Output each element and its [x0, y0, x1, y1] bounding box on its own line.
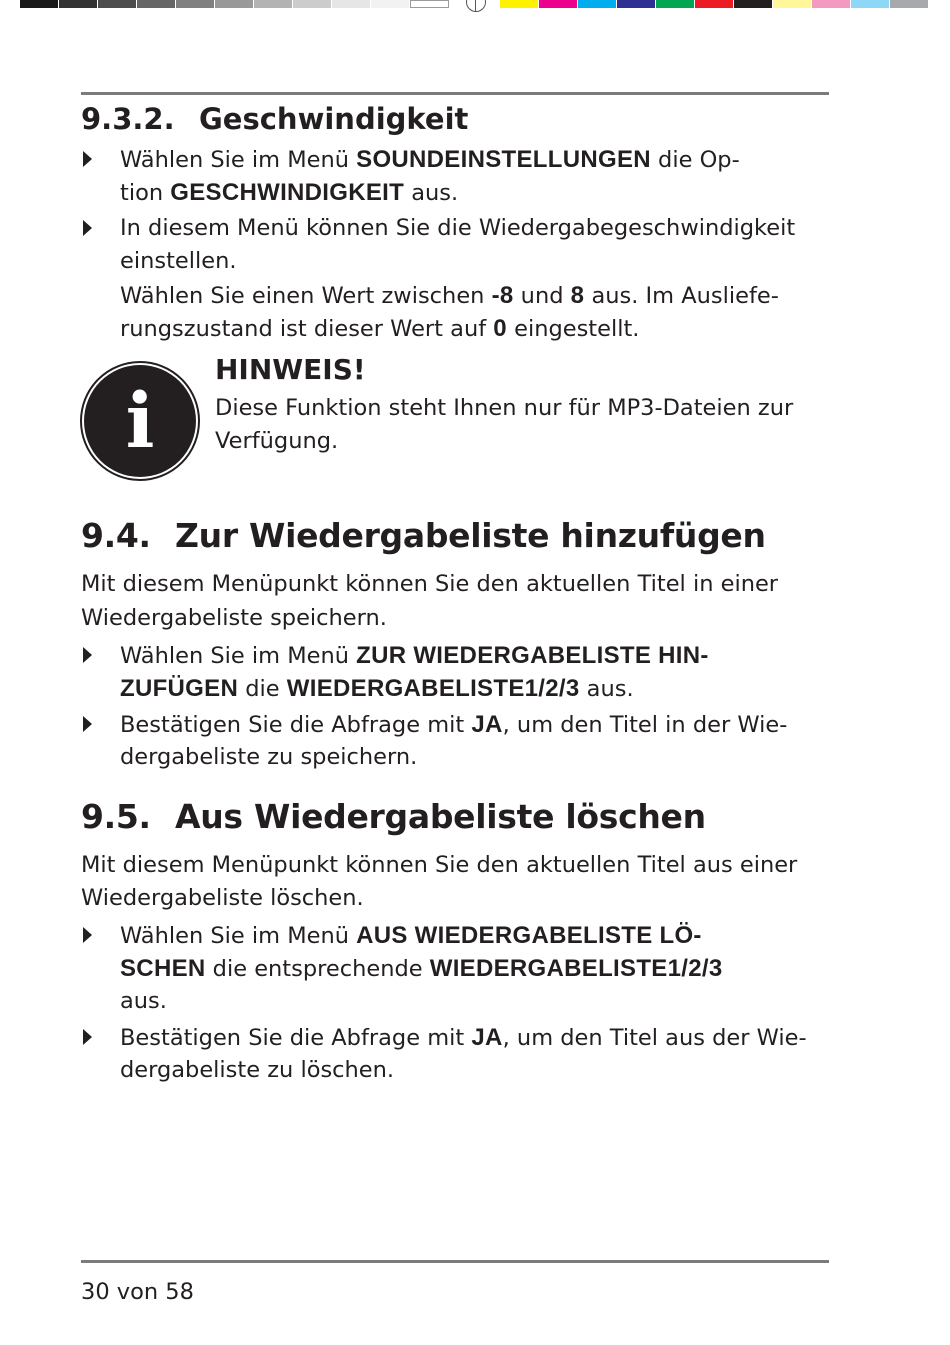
process-color-swatch: [773, 0, 812, 8]
text-run: Bestätigen Sie die Abfrage mit: [120, 1025, 472, 1051]
text-run: Wählen Sie im Menü: [120, 147, 357, 173]
text-run: die: [238, 676, 287, 702]
process-color-swatch: [890, 0, 929, 8]
text-line: dergabeliste zu löschen.: [120, 1057, 395, 1083]
menu-keyword: SCHEN: [120, 955, 206, 982]
text-run: aus. Im Ausliefe-: [584, 283, 779, 309]
grayscale-swatch: [332, 0, 371, 8]
bullet-arrow-icon: [83, 220, 92, 236]
color-calibration-bar: [500, 0, 929, 8]
bullet-arrow-icon: [83, 647, 92, 663]
process-color-swatch: [734, 0, 773, 8]
text-run: eingestellt.: [506, 316, 640, 342]
grayscale-swatch: [176, 0, 215, 8]
process-color-swatch: [578, 0, 617, 8]
text-line: [120, 919, 702, 953]
process-color-swatch: [539, 0, 578, 8]
section-9-5-heading: [81, 797, 706, 837]
text-run: aus.: [404, 180, 459, 206]
text-line: [120, 1021, 807, 1055]
section-9-3-2-heading: [81, 102, 468, 136]
section-number: 9.5.: [81, 797, 151, 836]
text-run: Bestätigen Sie die Abfrage mit: [120, 712, 472, 738]
menu-keyword: ZUR WIEDERGABELISTE HIN-: [356, 642, 709, 669]
text-line: [120, 312, 639, 346]
page-number: 30 von 58: [81, 1279, 194, 1305]
note-text: Verfügung.: [215, 428, 339, 454]
text-run: , um den Titel aus der Wie-: [502, 1025, 807, 1051]
grayscale-swatch: [137, 0, 176, 8]
text-line: [120, 279, 779, 313]
menu-keyword: WIEDERGABELISTE1/2/3: [286, 675, 580, 702]
process-color-swatch: [617, 0, 656, 8]
text-line: einstellen.: [120, 248, 237, 274]
menu-keyword: ZUFÜGEN: [120, 675, 239, 702]
grayscale-swatch: [59, 0, 98, 8]
paragraph-line: Wiedergabeliste speichern.: [81, 605, 387, 631]
bottom-rule: [81, 1260, 829, 1263]
grayscale-swatch: [20, 0, 59, 8]
section-9-4-heading: [81, 516, 766, 556]
value-keyword: 0: [493, 315, 507, 342]
menu-keyword: SOUNDEINSTELLUNGEN: [356, 146, 651, 173]
text-run: die entsprechende: [205, 956, 430, 982]
text-line: [120, 143, 740, 177]
grayscale-swatch: [371, 0, 410, 8]
grayscale-swatch: [293, 0, 332, 8]
top-rule: [81, 92, 829, 95]
value-keyword: 8: [570, 282, 585, 309]
text-line: In diesem Menü können Sie die Wiedergabegeschwindigkeit: [120, 215, 796, 241]
grayscale-swatch: [410, 0, 449, 8]
menu-keyword: JA: [471, 1024, 503, 1051]
value-keyword: -8: [491, 282, 514, 309]
paragraph-line: Wiedergabeliste löschen.: [81, 885, 364, 911]
menu-keyword: GESCHWINDIGKEIT: [170, 179, 405, 206]
process-color-swatch: [812, 0, 851, 8]
text-line: aus.: [120, 988, 167, 1014]
text-run: die Op-: [650, 147, 740, 173]
info-icon: i: [84, 365, 196, 477]
text-line: [120, 176, 458, 210]
section-number: 9.3.2.: [81, 102, 175, 136]
paragraph-line: Mit diesem Menüpunkt können Sie den aktuellen Titel aus einer: [81, 852, 798, 878]
note-text: Diese Funktion steht Ihnen nur für MP3-Dateien zur: [215, 395, 794, 421]
registration-mark: [466, 0, 486, 12]
text-run: Wählen Sie einen Wert zwischen: [120, 283, 492, 309]
menu-keyword: JA: [471, 711, 503, 738]
grayscale-swatch: [215, 0, 254, 8]
text-run: , um den Titel in der Wie-: [502, 712, 788, 738]
grayscale-swatch: [254, 0, 293, 8]
section-title: Aus Wiedergabeliste löschen: [175, 797, 706, 836]
menu-keyword: WIEDERGABELISTE1/2/3: [429, 955, 723, 982]
section-title: Geschwindigkeit: [199, 102, 469, 136]
text-run: und: [513, 283, 571, 309]
menu-keyword: AUS WIEDERGABELISTE LÖ-: [356, 922, 702, 949]
bullet-arrow-icon: [83, 927, 92, 943]
text-run: tion: [120, 180, 171, 206]
grayscale-calibration-bar: [20, 0, 449, 8]
text-line: [120, 952, 722, 986]
bullet-arrow-icon: [83, 151, 92, 167]
text-line: dergabeliste zu speichern.: [120, 744, 418, 770]
note-title: HINWEIS!: [215, 353, 366, 386]
process-color-swatch: [656, 0, 695, 8]
paragraph-line: Mit diesem Menüpunkt können Sie den aktuellen Titel in einer: [81, 571, 779, 597]
text-run: rungszustand ist dieser Wert auf: [120, 316, 494, 342]
bullet-arrow-icon: [83, 716, 92, 732]
text-line: [120, 708, 787, 742]
text-line: [120, 639, 709, 673]
text-run: Wählen Sie im Menü: [120, 923, 357, 949]
section-number: 9.4.: [81, 516, 151, 555]
process-color-swatch: [695, 0, 734, 8]
section-title: Zur Wiedergabeliste hinzufügen: [175, 516, 766, 555]
text-run: Wählen Sie im Menü: [120, 643, 357, 669]
process-color-swatch: [500, 0, 539, 8]
text-run: aus.: [579, 676, 634, 702]
grayscale-swatch: [98, 0, 137, 8]
process-color-swatch: [851, 0, 890, 8]
bullet-arrow-icon: [83, 1029, 92, 1045]
text-line: [120, 672, 634, 706]
